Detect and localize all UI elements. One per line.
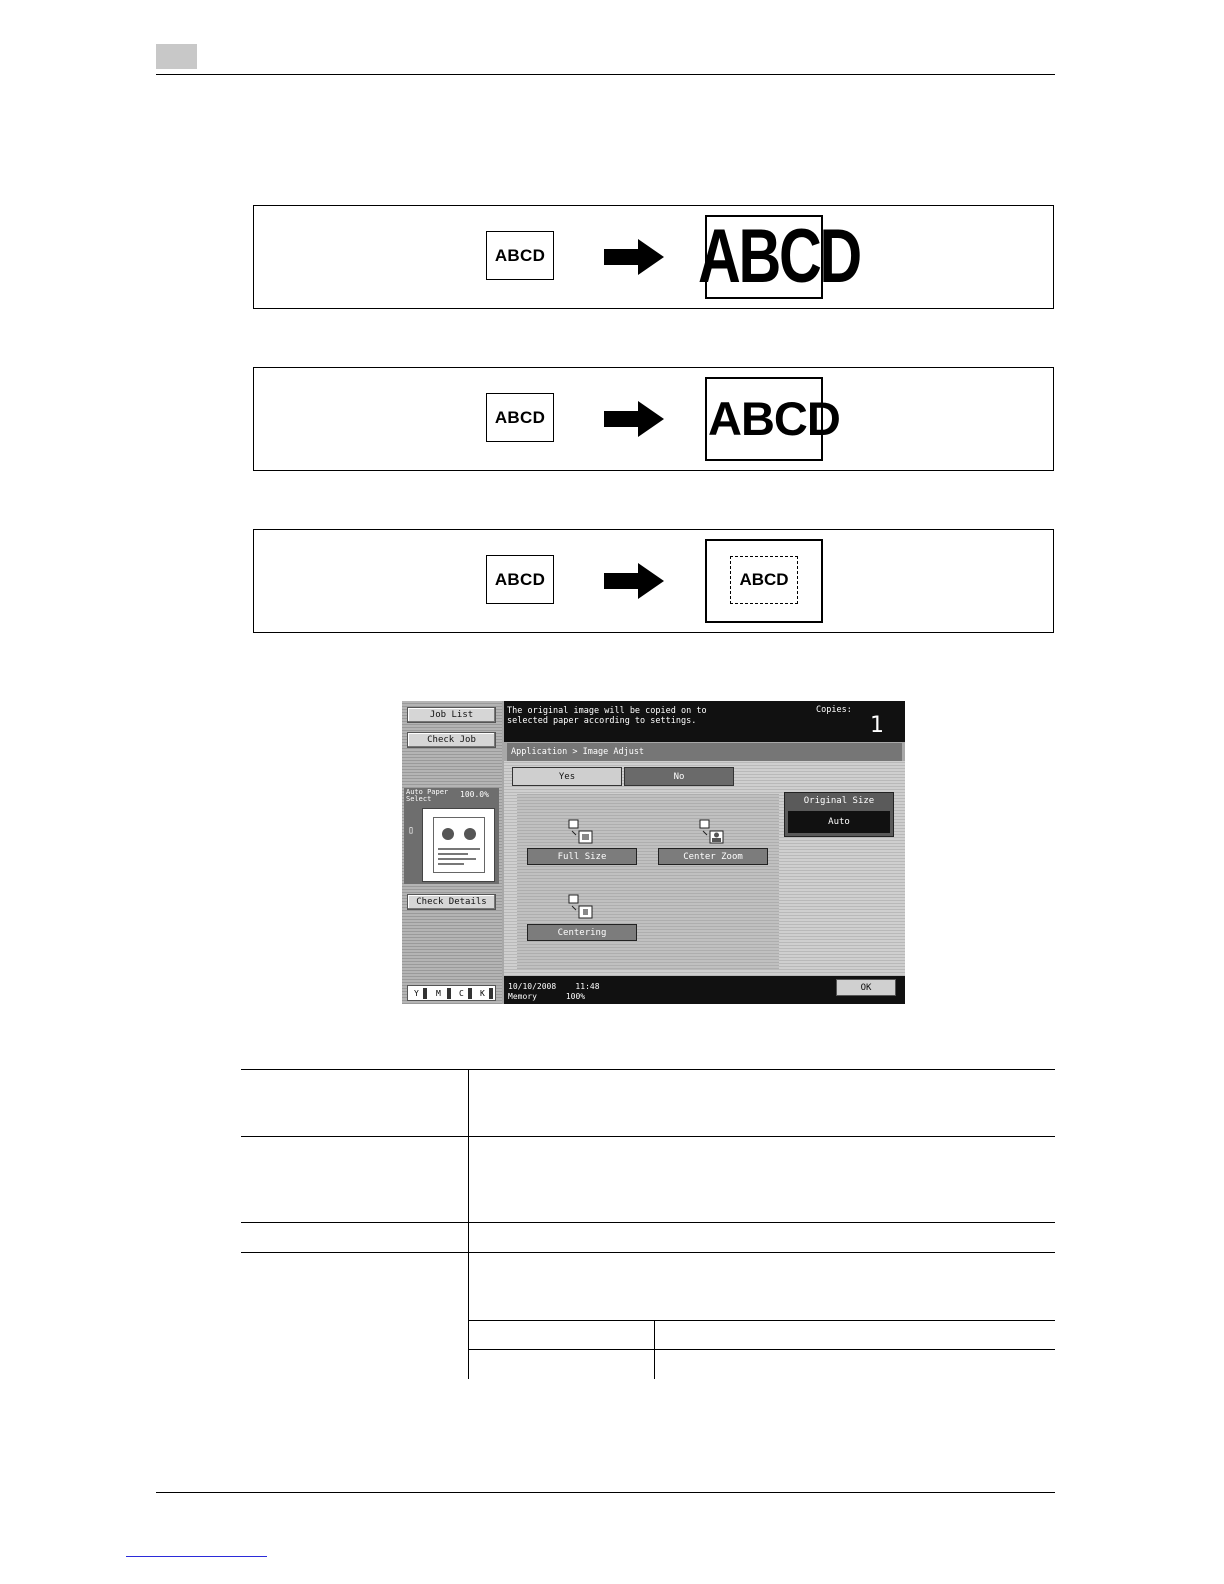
memory-value: 100% xyxy=(565,992,586,1001)
result-document xyxy=(705,539,823,623)
breadcrumb: Application > Image Adjust xyxy=(507,743,902,761)
original-size-button[interactable] xyxy=(784,792,894,837)
toner-y-bar xyxy=(423,988,427,999)
job-list-button[interactable]: Job List xyxy=(407,707,496,723)
original-size-label: Original Size xyxy=(803,796,875,806)
arrow-right-icon xyxy=(604,401,666,437)
left-panel xyxy=(402,701,502,1004)
footer-rule xyxy=(156,1492,1055,1493)
source-document: ABCD xyxy=(486,393,554,442)
table-rule xyxy=(241,1222,1055,1223)
full-size-button[interactable]: Full Size xyxy=(527,848,637,865)
ok-button[interactable]: OK xyxy=(836,979,896,996)
arrow-right-icon xyxy=(604,563,666,599)
source-document: ABCD xyxy=(486,555,554,604)
yes-button[interactable]: Yes xyxy=(512,767,622,786)
toner-c-bar xyxy=(468,988,472,999)
centering-icon xyxy=(568,894,594,920)
no-button[interactable]: No xyxy=(624,767,734,786)
paper-select-line-1: Auto Paper xyxy=(406,788,449,796)
illustration-full-size xyxy=(253,205,1054,309)
table-rule xyxy=(241,1069,1055,1070)
original-size-value: Auto xyxy=(788,811,890,833)
status-message xyxy=(507,706,707,726)
subtable-rule xyxy=(469,1349,1055,1350)
header-rule xyxy=(156,74,1055,75)
paper-select-line-2: Select xyxy=(406,795,432,803)
subtable-rule xyxy=(469,1320,1055,1321)
arrow-right-icon xyxy=(604,239,666,275)
result-text: ABCD xyxy=(698,214,860,299)
center-zoom-icon xyxy=(699,819,725,845)
options-area xyxy=(517,794,779,969)
center-zoom-button[interactable]: Center Zoom xyxy=(658,848,768,865)
check-job-button[interactable]: Check Job xyxy=(407,732,496,748)
source-document: ABCD xyxy=(486,231,554,280)
status-bar xyxy=(504,976,905,1004)
message-line-1: The original image will be copied on to xyxy=(507,706,707,716)
toner-k-label: K xyxy=(480,989,485,998)
copies-label: Copies: xyxy=(816,705,852,715)
illustration-centering xyxy=(253,529,1054,633)
message-line-2: selected paper according to settings. xyxy=(507,716,697,726)
preview-document-icon xyxy=(433,817,485,873)
toner-k-bar xyxy=(489,988,493,999)
result-document xyxy=(698,214,860,299)
toner-m-label: M xyxy=(436,989,441,998)
zoom-value: 100.0% xyxy=(460,790,489,799)
centered-image: ABCD xyxy=(730,556,798,604)
memory-line xyxy=(508,992,600,1002)
centering-button[interactable]: Centering xyxy=(527,924,637,941)
full-size-icon xyxy=(568,819,594,845)
table-column-divider xyxy=(468,1069,469,1379)
subtable-column-divider xyxy=(654,1320,655,1379)
paper-select-label xyxy=(406,789,448,803)
result-document xyxy=(705,377,840,461)
memory-label: Memory xyxy=(508,992,537,1001)
preview-paper xyxy=(422,808,495,882)
footer-link[interactable] xyxy=(126,1556,267,1557)
table-rule xyxy=(241,1252,1055,1253)
toner-y-label: Y xyxy=(414,989,419,998)
message-bar xyxy=(504,701,905,742)
date-time: 10/10/2008 11:48 xyxy=(508,982,600,991)
toner-m-bar xyxy=(447,988,451,999)
result-text: ABCD xyxy=(708,392,840,445)
toner-levels xyxy=(407,985,496,1001)
check-details-button[interactable]: Check Details xyxy=(407,894,496,910)
datetime-memory xyxy=(508,982,600,1002)
copies-value: 1 xyxy=(870,713,884,738)
illustration-center-zoom xyxy=(253,367,1054,471)
toner-c-label: C xyxy=(459,989,464,998)
control-panel-screen xyxy=(402,701,905,1004)
chapter-tab xyxy=(156,44,197,69)
tray-icon: ▯ xyxy=(408,825,415,836)
table-rule xyxy=(241,1136,1055,1137)
